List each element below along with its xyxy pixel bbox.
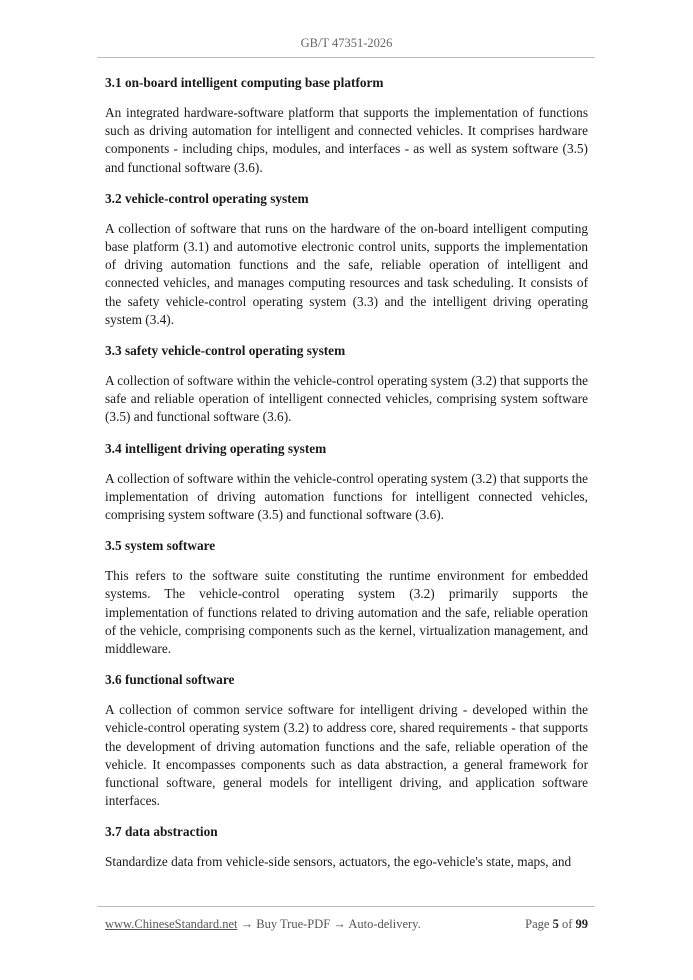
- page-indicator: [525, 917, 588, 932]
- clause-3-4: [105, 440, 588, 525]
- clause-3-6: [105, 671, 588, 810]
- delivery-text: Auto-delivery.: [348, 917, 421, 931]
- clause-3-1: [105, 74, 588, 177]
- buy-text: Buy True-PDF: [256, 917, 331, 931]
- clause-title: 3.4 intelligent driving operating system: [105, 440, 327, 456]
- header-divider: [97, 57, 595, 58]
- clause-title: 3.1 on-board intelligent computing base platform: [105, 75, 384, 90]
- clause-title: 3.3 safety vehicle-control operating system: [105, 343, 346, 359]
- page-header: [0, 36, 693, 51]
- clause-body: Standardize data from vehicle-side sensors, actuators, the ego-vehicle's state, maps, and: [105, 854, 572, 870]
- site-link[interactable]: www.ChineseStandard.net: [105, 917, 238, 931]
- clause-body: A collection of software that runs on the hardware of the on-board intelligent computing base platform (3.1) and automotive electronic control units, supports the implementation of driving automation functions and the safe, reliable operation of intelligent and connected vehicles, and manages computing resources and task scheduling. It consists of the safety vehicle-control operating system (3.3) and the intelligent driving operating system (3.4).: [105, 220, 588, 327]
- arrow-right-icon: →: [240, 917, 254, 931]
- clause-list: [105, 74, 588, 885]
- clause-body: A collection of software within the vehicle-control operating system (3.2) that supports the safe and reliable operation of intelligent connected vehicles, comprising system software (3.5) and functional software (3.6).: [105, 373, 588, 425]
- clause-title: 3.6 functional software: [105, 672, 235, 688]
- clause-3-2: [105, 190, 588, 329]
- clause-title: 3.5 system software: [105, 538, 216, 554]
- clause-body: A collection of common service software for intelligent driving - developed within the vehicle-control operating system (3.2) to address core, shared requirements - that supports the development of driving automation functions and the safe, reliable operation of the vehicle. It encompasses components such as data abstraction, a general framework for functional software, general models for intelligent driving, and application software interfaces.: [105, 702, 588, 809]
- clause-body: A collection of software within the vehicle-control operating system (3.2) that supports the implementation of driving automation functions for intelligent connected vehicles, comprising system software (3.5) and functional software (3.6).: [105, 470, 588, 523]
- clause-3-5: [105, 537, 588, 658]
- standard-number: GB/T 47351-2026: [300, 36, 393, 50]
- clause-3-7: [105, 823, 588, 871]
- page-label: Page: [525, 917, 550, 931]
- footer-divider: [97, 906, 595, 907]
- page-total: 99: [575, 917, 588, 931]
- clause-title: 3.7 data abstraction: [105, 824, 218, 840]
- clause-title: 3.2 vehicle-control operating system: [105, 190, 309, 206]
- arrow-right-icon: →: [333, 917, 346, 931]
- page-current: 5: [552, 917, 559, 931]
- clause-3-3: [105, 342, 588, 427]
- clause-body: An integrated hardware-software platform that supports the implementation of functions such as driving automation for intelligent and connected vehicles. It comprises hardware components - including chips, modules, and interfaces - as well as system software (3.5) and functional software (3.6).: [105, 105, 588, 175]
- footer-promo: [105, 917, 421, 932]
- of-label: of: [561, 917, 573, 931]
- clause-body: This refers to the software suite constituting the runtime environment for embedded systems. The vehicle-control operating system (3.2) primarily supports the implementation of functions related to driving automation and the safe, reliable operation of the vehicle, comprising components such as the kernel, virtualization management, and middleware.: [105, 568, 588, 657]
